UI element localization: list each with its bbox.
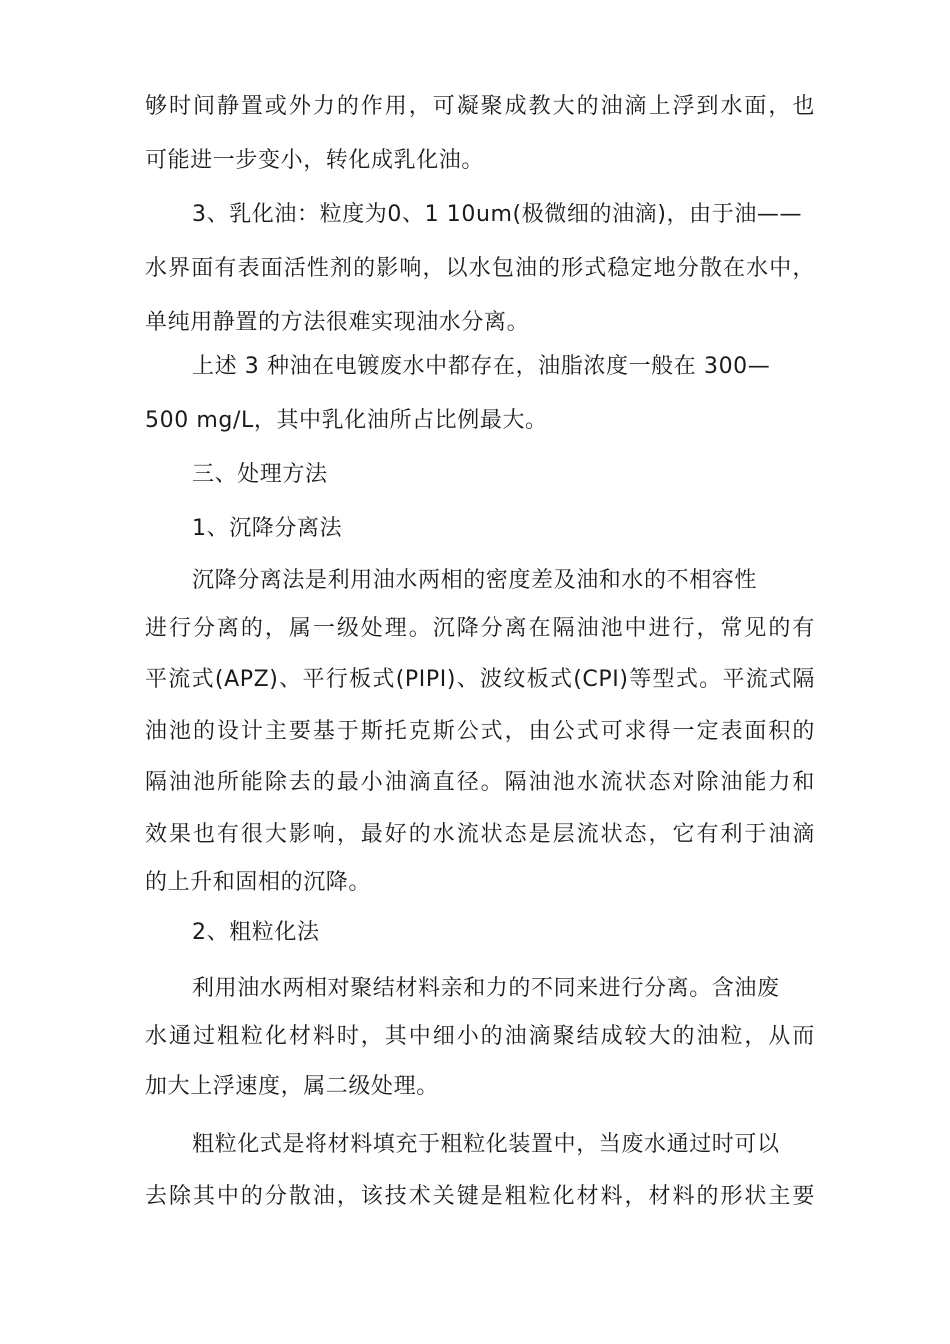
paragraph-line: 500 mg/L，其中乳化油所占比例最大。 xyxy=(145,408,548,433)
paragraph-line: 效果也有很大影响，最好的水流状态是层流状态，它有利于油滴 xyxy=(145,822,815,847)
subsection-heading: 2、粗粒化法 xyxy=(192,920,320,945)
paragraph-line: 粗粒化式是将材料填充于粗粒化装置中，当废水通过时可以 xyxy=(192,1132,780,1157)
paragraph-line: 沉降分离法是利用油水两相的密度差及油和水的不相容性 xyxy=(192,568,758,593)
paragraph-line: 水通过粗粒化材料时，其中细小的油滴聚结成较大的油粒，从而 xyxy=(145,1024,815,1049)
paragraph-line: 进行分离的，属一级处理。沉降分离在隔油池中进行，常见的有 xyxy=(145,616,815,641)
paragraph-line: 单纯用静置的方法很难实现油水分离。 xyxy=(145,310,530,335)
paragraph-line: 利用油水两相对聚结材料亲和力的不同来进行分离。含油废 xyxy=(192,976,780,1001)
paragraph-line: 平流式(APZ)、平行板式(PIPI)、波纹板式(CPI)等型式。平流式隔 xyxy=(145,667,815,692)
paragraph-line: 加大上浮速度，属二级处理。 xyxy=(145,1074,439,1099)
paragraph-line: 够时间静置或外力的作用，可凝聚成教大的油滴上浮到水面，也 xyxy=(145,94,815,119)
paragraph-line: 油池的设计主要基于斯托克斯公式，由公式可求得一定表面积的 xyxy=(145,719,815,744)
paragraph-line: 水界面有表面活性剂的影响，以水包油的形式稳定地分散在水中， xyxy=(145,256,815,281)
subsection-heading: 1、沉降分离法 xyxy=(192,516,343,541)
paragraph-line: 去除其中的分散油，该技术关键是粗粒化材料，材料的形状主要 xyxy=(145,1184,815,1209)
section-heading: 三、处理方法 xyxy=(192,462,328,487)
paragraph-line: 上述 3 种油在电镀废水中都存在，油脂浓度一般在 300— xyxy=(192,354,771,379)
paragraph-line: 隔油池所能除去的最小油滴直径。隔油池水流状态对除油能力和 xyxy=(145,770,815,795)
paragraph-line: 的上升和固相的沉降。 xyxy=(145,870,372,895)
paragraph-line: 可能进一步变小，转化成乳化油。 xyxy=(145,148,485,173)
paragraph-line: 3、乳化油：粒度为0、1 10um(极微细的油滴)，由于油—— xyxy=(192,202,803,227)
